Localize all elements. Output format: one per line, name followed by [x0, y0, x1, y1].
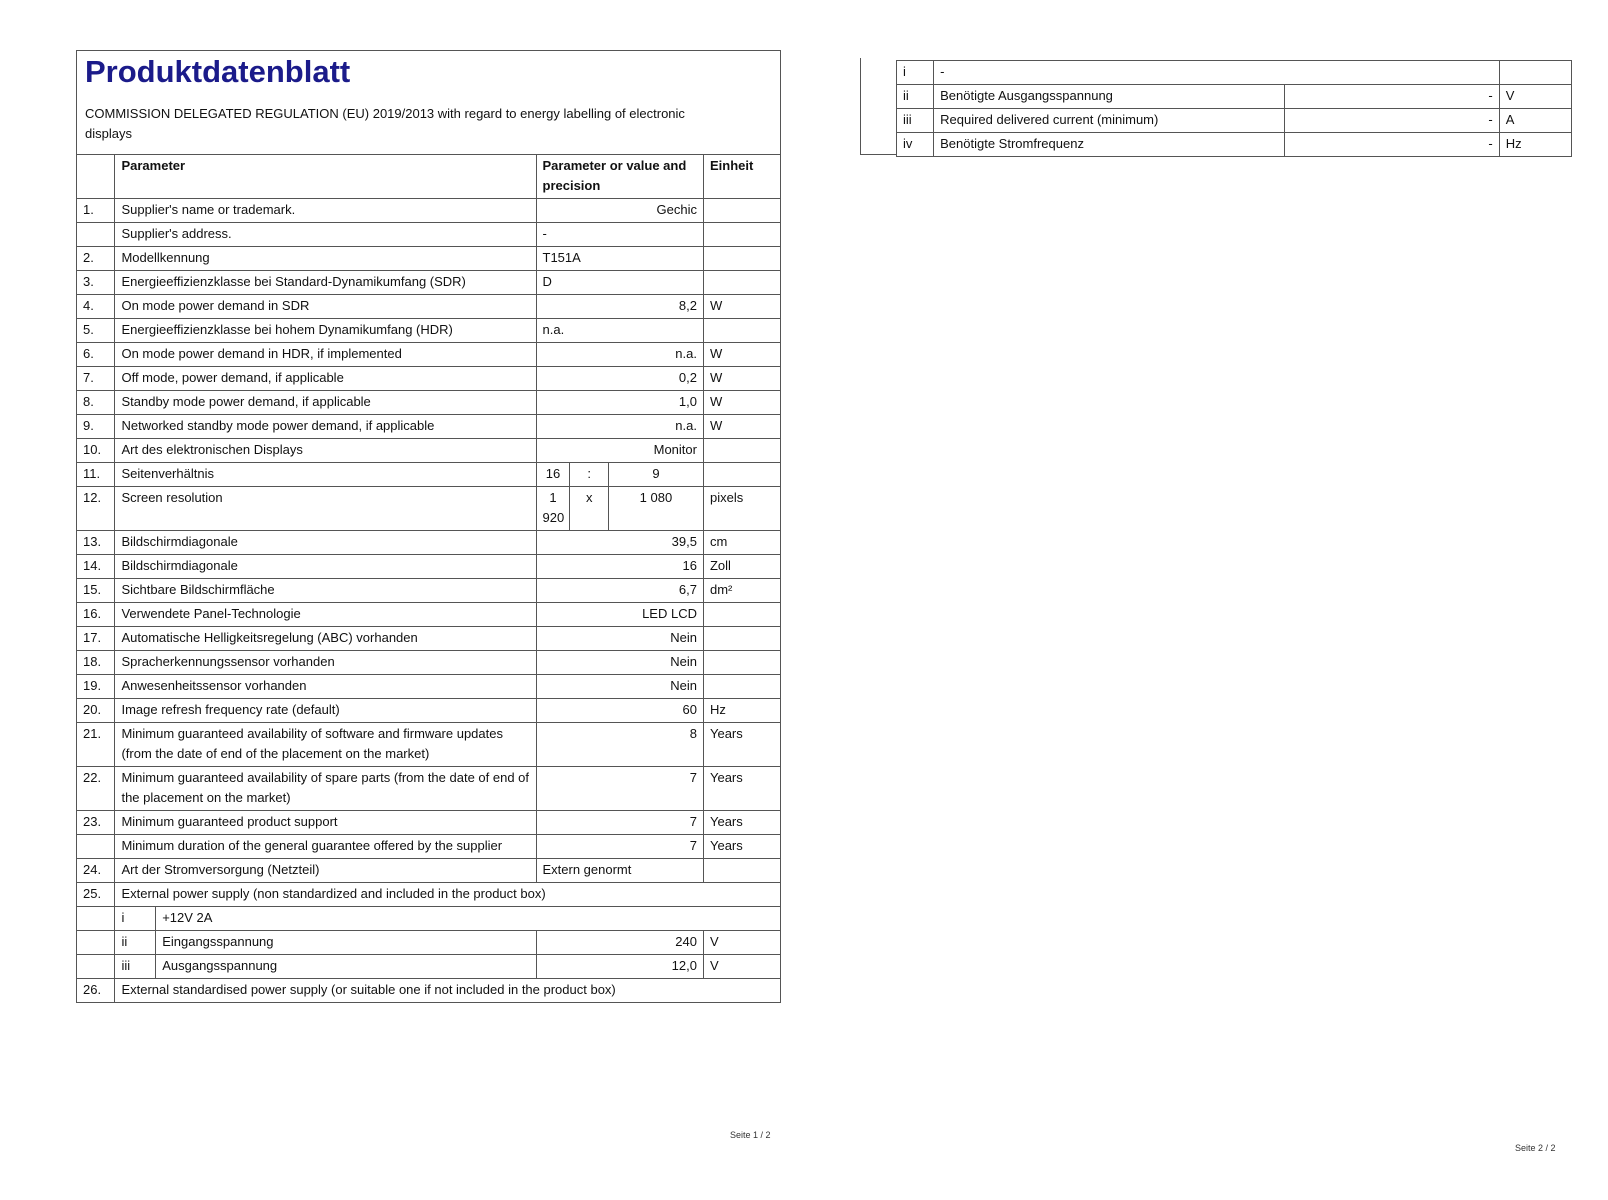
row-number: 17. [77, 627, 115, 651]
unit-cell: Zoll [703, 555, 780, 579]
value-cell: 16 [536, 555, 703, 579]
value-cell: T151A [536, 247, 703, 271]
empty-cell [77, 907, 115, 931]
table-row [77, 699, 781, 723]
sub-number: i [115, 907, 156, 931]
unit-cell: V [703, 955, 780, 979]
power-supply-continuation-table [896, 60, 1572, 157]
value-cell: n.a. [536, 343, 703, 367]
unit-cell [703, 319, 780, 343]
table-row [77, 835, 781, 859]
row-number: 14. [77, 555, 115, 579]
parameter-cell: Required delivered current (minimum) [934, 109, 1285, 133]
parameter-cell: Minimum guaranteed product support [115, 811, 536, 835]
value-cell: 7 [536, 835, 703, 859]
table-row [77, 463, 781, 487]
table-row [77, 767, 781, 811]
parameter-cell: Image refresh frequency rate (default) [115, 699, 536, 723]
value-cell: Monitor [536, 439, 703, 463]
parameter-cell: Benötigte Stromfrequenz [934, 133, 1285, 157]
value-b-cell: 1 080 [608, 487, 703, 531]
row-number: 11. [77, 463, 115, 487]
unit-cell: Years [703, 835, 780, 859]
parameter-cell: - [934, 61, 1500, 85]
value-cell: - [1285, 133, 1500, 157]
table-row [77, 223, 781, 247]
sub-row [897, 85, 1572, 109]
table-header-row [77, 155, 781, 199]
table-row [77, 343, 781, 367]
value-cell: 8 [536, 723, 703, 767]
table-row [77, 247, 781, 271]
parameter-cell: Minimum duration of the general guarantee offered by the supplier [115, 835, 536, 859]
row-number: 8. [77, 391, 115, 415]
header-parameter: Parameter [115, 155, 536, 199]
table-row [77, 675, 781, 699]
unit-cell: W [703, 391, 780, 415]
value-b-cell: 9 [608, 463, 703, 487]
sub-number: iii [897, 109, 934, 133]
value-cell: LED LCD [536, 603, 703, 627]
header-unit: Einheit [703, 155, 780, 199]
page-title: Produktdatenblatt [85, 54, 351, 89]
value-a-cell: 1 920 [536, 487, 570, 531]
row-number: 5. [77, 319, 115, 343]
table-row [77, 199, 781, 223]
row-number: 6. [77, 343, 115, 367]
row-number: 15. [77, 579, 115, 603]
value-cell: 240 [536, 931, 703, 955]
parameter-cell: Minimum guaranteed availability of spare parts (from the date of end of the placement on the market) [115, 767, 536, 811]
row-number [77, 835, 115, 859]
unit-cell [703, 675, 780, 699]
table-row [77, 979, 781, 1003]
unit-cell: W [703, 343, 780, 367]
table-row [77, 415, 781, 439]
row-number: 16. [77, 603, 115, 627]
row-number-cell [77, 155, 115, 199]
unit-cell: Hz [1499, 133, 1571, 157]
parameter-cell: Energieeffizienzklasse bei hohem Dynamikumfang (HDR) [115, 319, 536, 343]
row-number: 25. [77, 883, 115, 907]
table-row [77, 883, 781, 907]
unit-cell [703, 859, 780, 883]
separator-cell: x [570, 487, 608, 531]
unit-cell: Years [703, 767, 780, 811]
parameter-cell: Spracherkennungssensor vorhanden [115, 651, 536, 675]
unit-cell [703, 627, 780, 651]
parameter-cell: Eingangsspannung [156, 931, 536, 955]
row-number: 12. [77, 487, 115, 531]
table-row [77, 555, 781, 579]
value-cell: 1,0 [536, 391, 703, 415]
parameter-cell: Modellkennung [115, 247, 536, 271]
sub-row [77, 907, 781, 931]
unit-cell [703, 439, 780, 463]
unit-cell: Hz [703, 699, 780, 723]
table-row [77, 367, 781, 391]
value-cell: 60 [536, 699, 703, 723]
unit-cell [1499, 61, 1571, 85]
unit-cell [703, 247, 780, 271]
parameter-cell: Energieeffizienzklasse bei Standard-Dynamikumfang (SDR) [115, 271, 536, 295]
value-cell: D [536, 271, 703, 295]
row-number: 7. [77, 367, 115, 391]
sub-row [897, 133, 1572, 157]
value-cell: 12,0 [536, 955, 703, 979]
sub-number: iii [115, 955, 156, 979]
value-a-cell: 16 [536, 463, 570, 487]
empty-cell [77, 931, 115, 955]
separator-cell: : [570, 463, 608, 487]
parameter-cell: Benötigte Ausgangsspannung [934, 85, 1285, 109]
regulation-subtitle: COMMISSION DELEGATED REGULATION (EU) 2019/2013 with regard to energy labelling of electronic displays [85, 106, 685, 141]
value-cell: Gechic [536, 199, 703, 223]
value-cell: n.a. [536, 415, 703, 439]
sub-row [897, 61, 1572, 85]
parameter-cell: External power supply (non standardized and included in the product box) [115, 883, 781, 907]
parameter-cell: Minimum guaranteed availability of software and firmware updates (from the date of end of the placement on the market) [115, 723, 536, 767]
row-number: 3. [77, 271, 115, 295]
parameter-cell: External standardised power supply (or suitable one if not included in the product box) [115, 979, 781, 1003]
unit-cell: V [703, 931, 780, 955]
row-number: 1. [77, 199, 115, 223]
sub-number: i [897, 61, 934, 85]
parameter-cell: Seitenverhältnis [115, 463, 536, 487]
page-footer: Seite 2 / 2 [1515, 1143, 1556, 1153]
value-cell: 7 [536, 811, 703, 835]
row-number: 21. [77, 723, 115, 767]
parameter-cell: Networked standby mode power demand, if applicable [115, 415, 536, 439]
unit-cell [703, 199, 780, 223]
table-row [77, 319, 781, 343]
parameter-cell: Screen resolution [115, 487, 536, 531]
row-number [77, 223, 115, 247]
table-row [77, 859, 781, 883]
parameter-cell: On mode power demand in HDR, if implemented [115, 343, 536, 367]
row-number: 18. [77, 651, 115, 675]
unit-cell: dm² [703, 579, 780, 603]
row-number: 4. [77, 295, 115, 319]
parameter-cell: Art der Stromversorgung (Netzteil) [115, 859, 536, 883]
table-left-border [860, 58, 897, 155]
table-row [77, 295, 781, 319]
value-cell: Extern genormt [536, 859, 703, 883]
value-cell: Nein [536, 675, 703, 699]
parameter-cell: Standby mode power demand, if applicable [115, 391, 536, 415]
sub-number: iv [897, 133, 934, 157]
unit-cell: pixels [703, 487, 780, 531]
parameter-cell: Ausgangsspannung [156, 955, 536, 979]
parameter-cell: Supplier's name or trademark. [115, 199, 536, 223]
value-cell: n.a. [536, 319, 703, 343]
parameter-cell: +12V 2A [156, 907, 781, 931]
table-row [77, 627, 781, 651]
row-number: 13. [77, 531, 115, 555]
table-row [77, 531, 781, 555]
row-number: 19. [77, 675, 115, 699]
unit-cell: W [703, 295, 780, 319]
value-cell: - [536, 223, 703, 247]
unit-cell: W [703, 367, 780, 391]
unit-cell [703, 271, 780, 295]
value-cell: 8,2 [536, 295, 703, 319]
table-row [77, 579, 781, 603]
page-footer: Seite 1 / 2 [730, 1130, 771, 1140]
row-number: 20. [77, 699, 115, 723]
sub-number: ii [897, 85, 934, 109]
table-row [77, 603, 781, 627]
table-row [77, 811, 781, 835]
row-number: 10. [77, 439, 115, 463]
value-cell: 39,5 [536, 531, 703, 555]
value-cell: - [1285, 85, 1500, 109]
unit-cell: A [1499, 109, 1571, 133]
parameter-cell: Sichtbare Bildschirmfläche [115, 579, 536, 603]
row-number: 26. [77, 979, 115, 1003]
value-cell: 7 [536, 767, 703, 811]
parameter-cell: Verwendete Panel-Technologie [115, 603, 536, 627]
unit-cell: Years [703, 723, 780, 767]
value-cell: 6,7 [536, 579, 703, 603]
unit-cell: Years [703, 811, 780, 835]
sub-row [77, 931, 781, 955]
table-row [77, 439, 781, 463]
unit-cell: W [703, 415, 780, 439]
datasheet-page-1 [76, 50, 781, 1180]
sub-number: ii [115, 931, 156, 955]
row-number: 2. [77, 247, 115, 271]
parameter-cell: Bildschirmdiagonale [115, 531, 536, 555]
parameter-cell: Supplier's address. [115, 223, 536, 247]
unit-cell [703, 463, 780, 487]
parameter-cell: Anwesenheitssensor vorhanden [115, 675, 536, 699]
unit-cell [703, 603, 780, 627]
empty-cell [77, 955, 115, 979]
table-row [77, 391, 781, 415]
table-row [77, 487, 781, 531]
unit-cell [703, 223, 780, 247]
unit-cell [703, 651, 780, 675]
parameter-cell: Art des elektronischen Displays [115, 439, 536, 463]
row-number: 24. [77, 859, 115, 883]
table-row [77, 271, 781, 295]
row-number: 22. [77, 767, 115, 811]
value-cell: Nein [536, 651, 703, 675]
product-datasheet-table [76, 154, 781, 1003]
value-cell: 0,2 [536, 367, 703, 391]
value-cell: - [1285, 109, 1500, 133]
table-row [77, 723, 781, 767]
parameter-cell: Bildschirmdiagonale [115, 555, 536, 579]
sub-row [77, 955, 781, 979]
table-row [77, 651, 781, 675]
parameter-cell: Automatische Helligkeitsregelung (ABC) vorhanden [115, 627, 536, 651]
value-cell: Nein [536, 627, 703, 651]
parameter-cell: Off mode, power demand, if applicable [115, 367, 536, 391]
unit-cell: V [1499, 85, 1571, 109]
row-number: 23. [77, 811, 115, 835]
row-number: 9. [77, 415, 115, 439]
title-box [76, 50, 781, 155]
unit-cell: cm [703, 531, 780, 555]
parameter-cell: On mode power demand in SDR [115, 295, 536, 319]
sub-row [897, 109, 1572, 133]
header-value: Parameter or value and precision [536, 155, 703, 199]
datasheet-page-2 [860, 50, 1570, 1180]
